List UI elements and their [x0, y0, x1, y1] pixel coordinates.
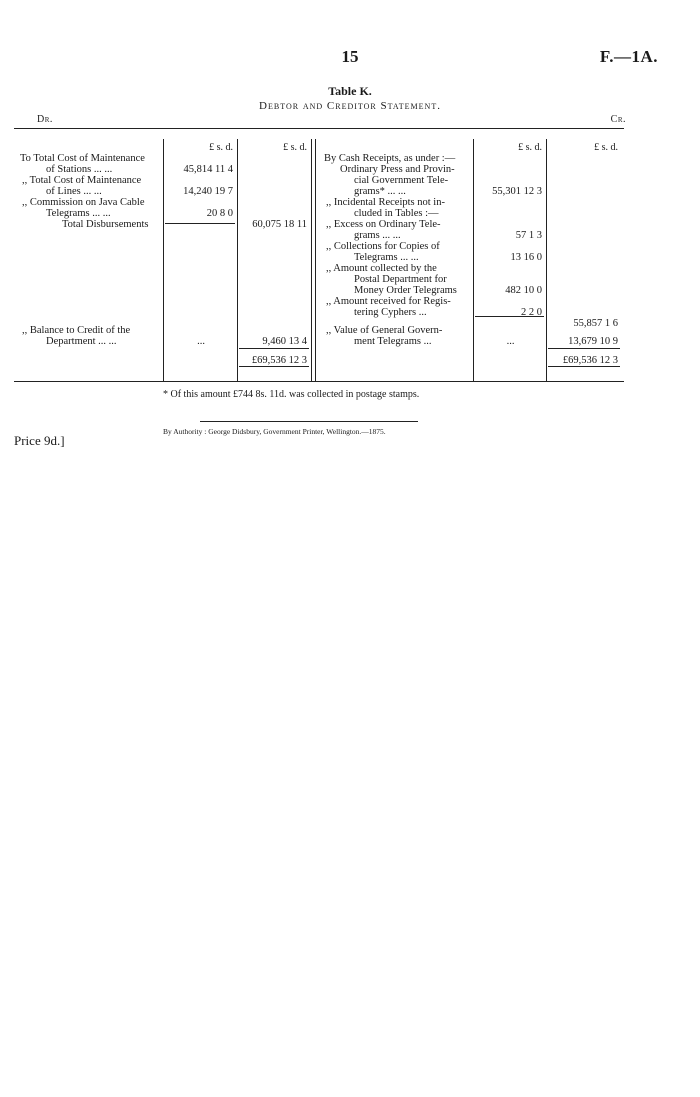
cr-ordinary-press-cont: cial Government Tele- — [354, 175, 449, 186]
cr-value-press: 55,301 12 3 — [492, 186, 542, 197]
dr-total-header: £ s. d. — [283, 142, 307, 153]
creditor-label: Cr. — [610, 114, 626, 125]
dr-total-rule-top — [239, 348, 309, 349]
cr-postal-amount-cont2: Money Order Telegrams — [354, 285, 457, 296]
dr-maintenance-stations-cont: of Stations ... ... — [46, 164, 113, 175]
cr-collections-copies: ,, Collections for Copies of — [326, 241, 440, 252]
dr-maintenance-stations: To Total Cost of Maintenance — [20, 153, 145, 164]
cr-col-rule-2 — [546, 139, 547, 381]
center-double-rule — [315, 139, 316, 381]
dr-java-commission: ,, Commission on Java Cable — [22, 197, 145, 208]
dr-balance-label-cont: Department ... ... — [46, 336, 117, 347]
dr-grand-total: £69,536 12 3 — [251, 355, 307, 366]
cr-government-value: 13,679 10 9 — [568, 336, 618, 347]
printer-authority: By Authority : George Didsbury, Government Printer, Wellington.—1875. — [163, 427, 386, 436]
document-reference: F.—1A. — [599, 47, 658, 66]
cr-general-government: ,, Value of General Govern- — [326, 325, 443, 336]
authority-rule — [200, 421, 418, 422]
dr-total-rule-bottom — [239, 366, 309, 367]
dr-col-rule-2 — [237, 139, 238, 381]
cr-value-collections: 13 16 0 — [510, 252, 542, 263]
cr-incidental-receipts: ,, Incidental Receipts not in- — [326, 197, 445, 208]
cr-total-rule-bottom — [548, 366, 620, 367]
cr-collections-copies-cont: Telegrams ... ... — [354, 252, 419, 263]
dr-balance-label: ,, Balance to Credit of the — [22, 325, 131, 336]
cr-cash-receipts: By Cash Receipts, as under :— — [324, 153, 456, 164]
cr-registering-cyphers: ,, Amount received for Regis- — [326, 296, 451, 307]
dr-detail-sum-rule — [165, 223, 235, 224]
dr-col-rule-3 — [311, 139, 312, 381]
cr-subtotal: 55,857 1 6 — [573, 318, 618, 329]
cr-general-government-cont: ment Telegrams ... — [354, 336, 432, 347]
dr-balance-detail: ... — [197, 336, 205, 347]
bottom-rule — [14, 381, 624, 382]
cr-value-excess: 57 1 3 — [515, 230, 542, 241]
table-title: Table K. — [328, 84, 372, 98]
price-label: Price 9d.] — [14, 433, 65, 448]
cr-total-header: £ s. d. — [594, 142, 618, 153]
debtor-label: Dr. — [37, 114, 53, 125]
cr-postal-amount-cont: Postal Department for — [354, 274, 447, 285]
page-number: 15 — [341, 47, 359, 66]
cr-ordinary-press: Ordinary Press and Provin- — [340, 164, 455, 175]
dr-balance-value: 9,460 13 4 — [262, 336, 307, 347]
top-rule — [14, 128, 624, 129]
dr-java-commission-cont: Telegrams ... ... — [46, 208, 111, 219]
cr-registering-cyphers-cont: tering Cyphers ... — [354, 307, 427, 318]
cr-ordinary-press-cont2: grams* ... ... — [354, 186, 406, 197]
footnote: * Of this amount £744 8s. 11d. was collected in postage stamps. — [163, 389, 420, 400]
dr-maintenance-lines-cont: of Lines ... ... — [46, 186, 102, 197]
dr-value-java: 20 8 0 — [206, 208, 233, 219]
table-subtitle: Debtor and Creditor Statement. — [259, 100, 441, 112]
cr-grand-total: £69,536 12 3 — [562, 355, 618, 366]
dr-detail-header: £ s. d. — [209, 142, 233, 153]
cr-total-rule-top — [548, 348, 620, 349]
cr-detail-header: £ s. d. — [518, 142, 542, 153]
cr-col-rule-1 — [473, 139, 474, 381]
cr-incidental-receipts-cont: cluded in Tables :— — [354, 208, 439, 219]
dr-total-disbursements-label: Total Disbursements — [62, 219, 149, 230]
cr-government-detail: ... — [506, 336, 515, 347]
dr-total-disbursements-value: 60,075 18 11 — [252, 219, 307, 230]
dr-maintenance-lines: ,, Total Cost of Maintenance — [22, 175, 142, 186]
cr-value-postal: 482 10 0 — [505, 285, 542, 296]
dr-value-stations: 45,814 11 4 — [183, 164, 233, 175]
dr-col-rule-1 — [163, 139, 164, 381]
cr-value-cyphers: 2 2 0 — [521, 307, 542, 318]
cr-excess-ordinary: ,, Excess on Ordinary Tele- — [326, 219, 441, 230]
cr-postal-amount: ,, Amount collected by the — [326, 263, 437, 274]
dr-value-lines: 14,240 19 7 — [183, 186, 233, 197]
cr-excess-ordinary-cont: grams ... ... — [354, 230, 401, 241]
